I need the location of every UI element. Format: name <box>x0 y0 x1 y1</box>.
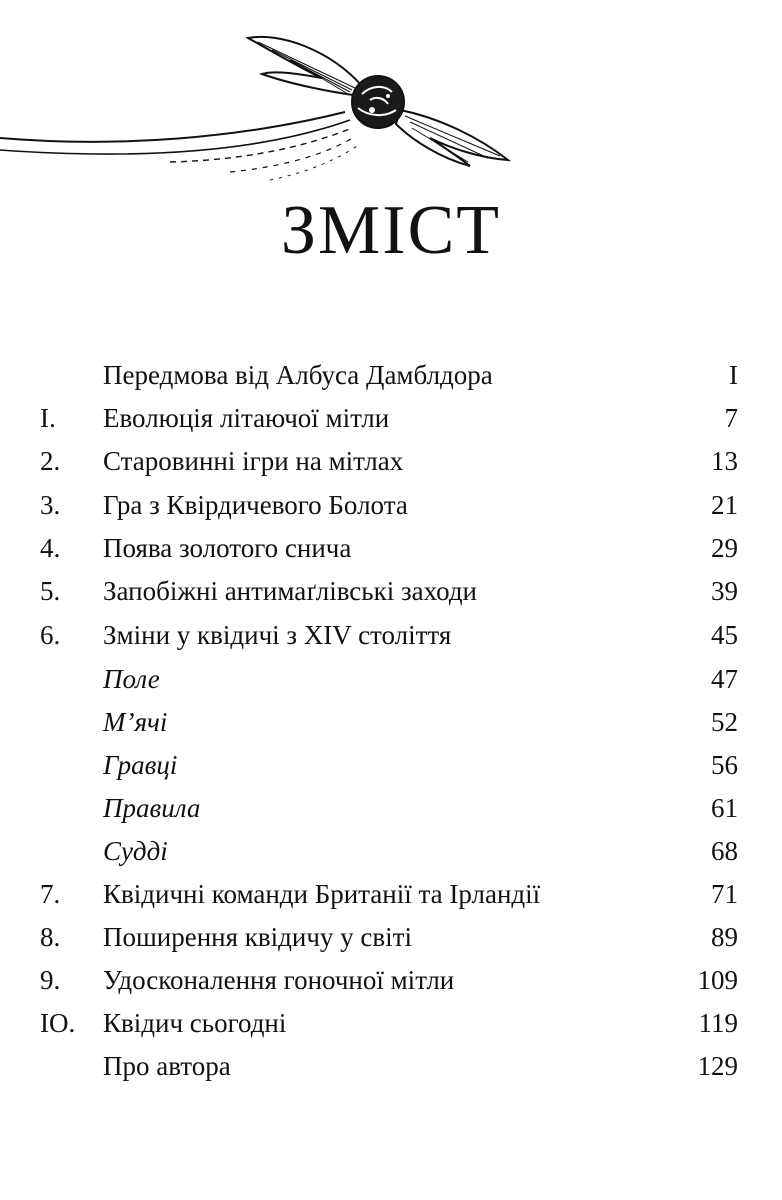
toc-entry-label: Гравці <box>103 750 178 780</box>
toc-entry-number: I. <box>40 403 56 433</box>
toc-entry-page: 21 <box>711 490 738 520</box>
toc-entry-page: 89 <box>711 922 738 952</box>
toc-entry-label: Поява золотого снича <box>103 533 352 563</box>
toc-entry <box>0 1003 782 1043</box>
toc-entry-number: 8. <box>40 922 61 952</box>
toc-entry <box>0 960 782 1000</box>
toc-entry-page: 52 <box>711 707 738 737</box>
toc-entry-label: Квідич сьогодні <box>103 1008 287 1038</box>
toc-entry-label: Еволюція літаючої мітли <box>103 403 390 433</box>
toc-entry <box>0 788 782 828</box>
toc-entry-number: 4. <box>40 533 61 563</box>
toc-entry <box>0 571 782 611</box>
toc-entry <box>0 355 782 395</box>
toc-entry-page: 61 <box>711 793 738 823</box>
toc-entry-page: 7 <box>724 403 738 433</box>
toc-entry-page: 56 <box>711 750 738 780</box>
toc-entry <box>0 398 782 438</box>
toc-entry-label: Гра з Квірдичевого Болота <box>103 490 408 520</box>
toc-entry-number: 5. <box>40 576 61 606</box>
page-title: ЗМІСТ <box>280 192 502 269</box>
toc-entry-label: Зміни у квідичі з XIV століття <box>103 620 452 650</box>
toc-entry-label: М’ячі <box>103 707 168 737</box>
toc-entry <box>0 831 782 871</box>
toc-entry-page: 13 <box>711 446 738 476</box>
toc-entry <box>0 615 782 655</box>
toc-entry <box>0 874 782 914</box>
toc-entry-label: Удосконалення гоночної мітли <box>103 965 455 995</box>
toc-entry-number: IO. <box>40 1008 76 1038</box>
toc-entry-page: 47 <box>711 664 738 694</box>
toc-entry-page: 119 <box>698 1008 738 1038</box>
toc-entry-number: 6. <box>40 620 61 650</box>
toc-entry <box>0 745 782 785</box>
toc-entry <box>0 441 782 481</box>
toc-entry-label: Поширення квідичу у світі <box>103 922 412 952</box>
toc-entry-page: 68 <box>711 836 738 866</box>
toc-entry-label: Судді <box>103 836 168 866</box>
toc-entry-number: 9. <box>40 965 61 995</box>
toc-entry <box>0 1046 782 1086</box>
toc-entry <box>0 917 782 957</box>
toc-entry <box>0 528 782 568</box>
toc-entry <box>0 659 782 699</box>
toc-entry-page: 129 <box>697 1051 738 1081</box>
toc-entry-label: Запобіжні антимаґлівські заходи <box>103 576 478 606</box>
toc-entry-page: 39 <box>711 576 738 606</box>
toc-entry-label: Передмова від Албуса Дамблдора <box>103 360 493 390</box>
toc-entry-number: 7. <box>40 879 61 909</box>
golden-snitch-icon <box>0 20 782 200</box>
toc-entry-label: Поле <box>103 664 160 694</box>
toc-entry-page: 45 <box>711 620 738 650</box>
toc-entry <box>0 485 782 525</box>
toc-entry-page: 109 <box>697 965 738 995</box>
toc-entry-page: 71 <box>711 879 738 909</box>
toc-entry-label: Квідичні команди Британії та Ірландії <box>103 879 541 909</box>
toc-entry-number: 2. <box>40 446 61 476</box>
toc-entry-label: Правила <box>103 793 201 823</box>
toc-entry <box>0 702 782 742</box>
toc-entry-label: Про автора <box>103 1051 231 1081</box>
toc-entry-page: 29 <box>711 533 738 563</box>
toc-entry-label: Старовинні ігри на мітлах <box>103 446 404 476</box>
toc-entry-page: I <box>729 360 738 390</box>
toc-entry-number: 3. <box>40 490 61 520</box>
